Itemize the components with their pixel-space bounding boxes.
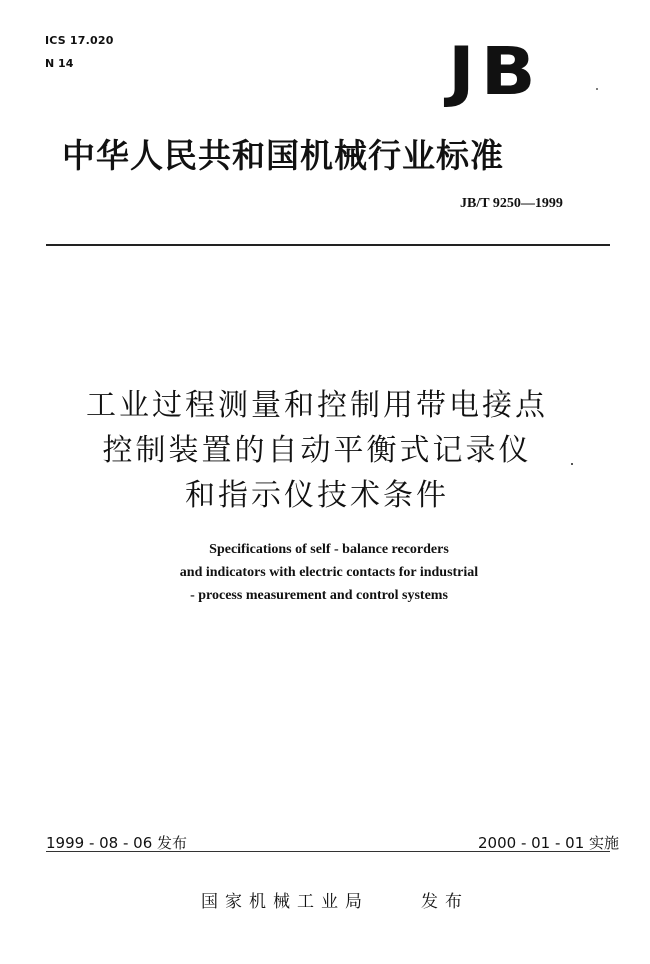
industry-standard-title: 中华人民共和国机械行业标准 — [62, 136, 504, 175]
header-divider — [46, 244, 610, 246]
english-title-line-3: - process measurement and control systems — [190, 588, 448, 603]
footer-divider — [46, 851, 610, 852]
chinese-title-line-3: 和指示仪技术条件 — [185, 478, 449, 513]
chinese-title-line-2: 控制装置的自动平衡式记录仪 — [102, 433, 532, 468]
publisher-name: 国家机械工业局 — [201, 892, 369, 912]
standard-number: JB/T 9250—1999 — [460, 196, 563, 211]
speck-mark — [571, 463, 573, 465]
speck-mark — [596, 88, 598, 90]
jb-logo: JB — [448, 32, 542, 110]
chinese-title-line-1: 工业过程测量和控制用带电接点 — [86, 388, 548, 423]
issue-date: 1999 - 08 - 06 发布 — [46, 834, 188, 852]
ccs-code: N 14 — [45, 57, 74, 70]
english-title-line-2: and indicators with electric contacts for industrial — [179, 565, 479, 580]
implementation-date: 2000 - 01 - 01 实施 — [478, 834, 620, 852]
publish-label: 发布 — [421, 892, 469, 912]
ics-code: ICS 17.020 — [45, 34, 114, 47]
english-title-line-1: Specifications of self - balance recorders — [209, 542, 449, 557]
